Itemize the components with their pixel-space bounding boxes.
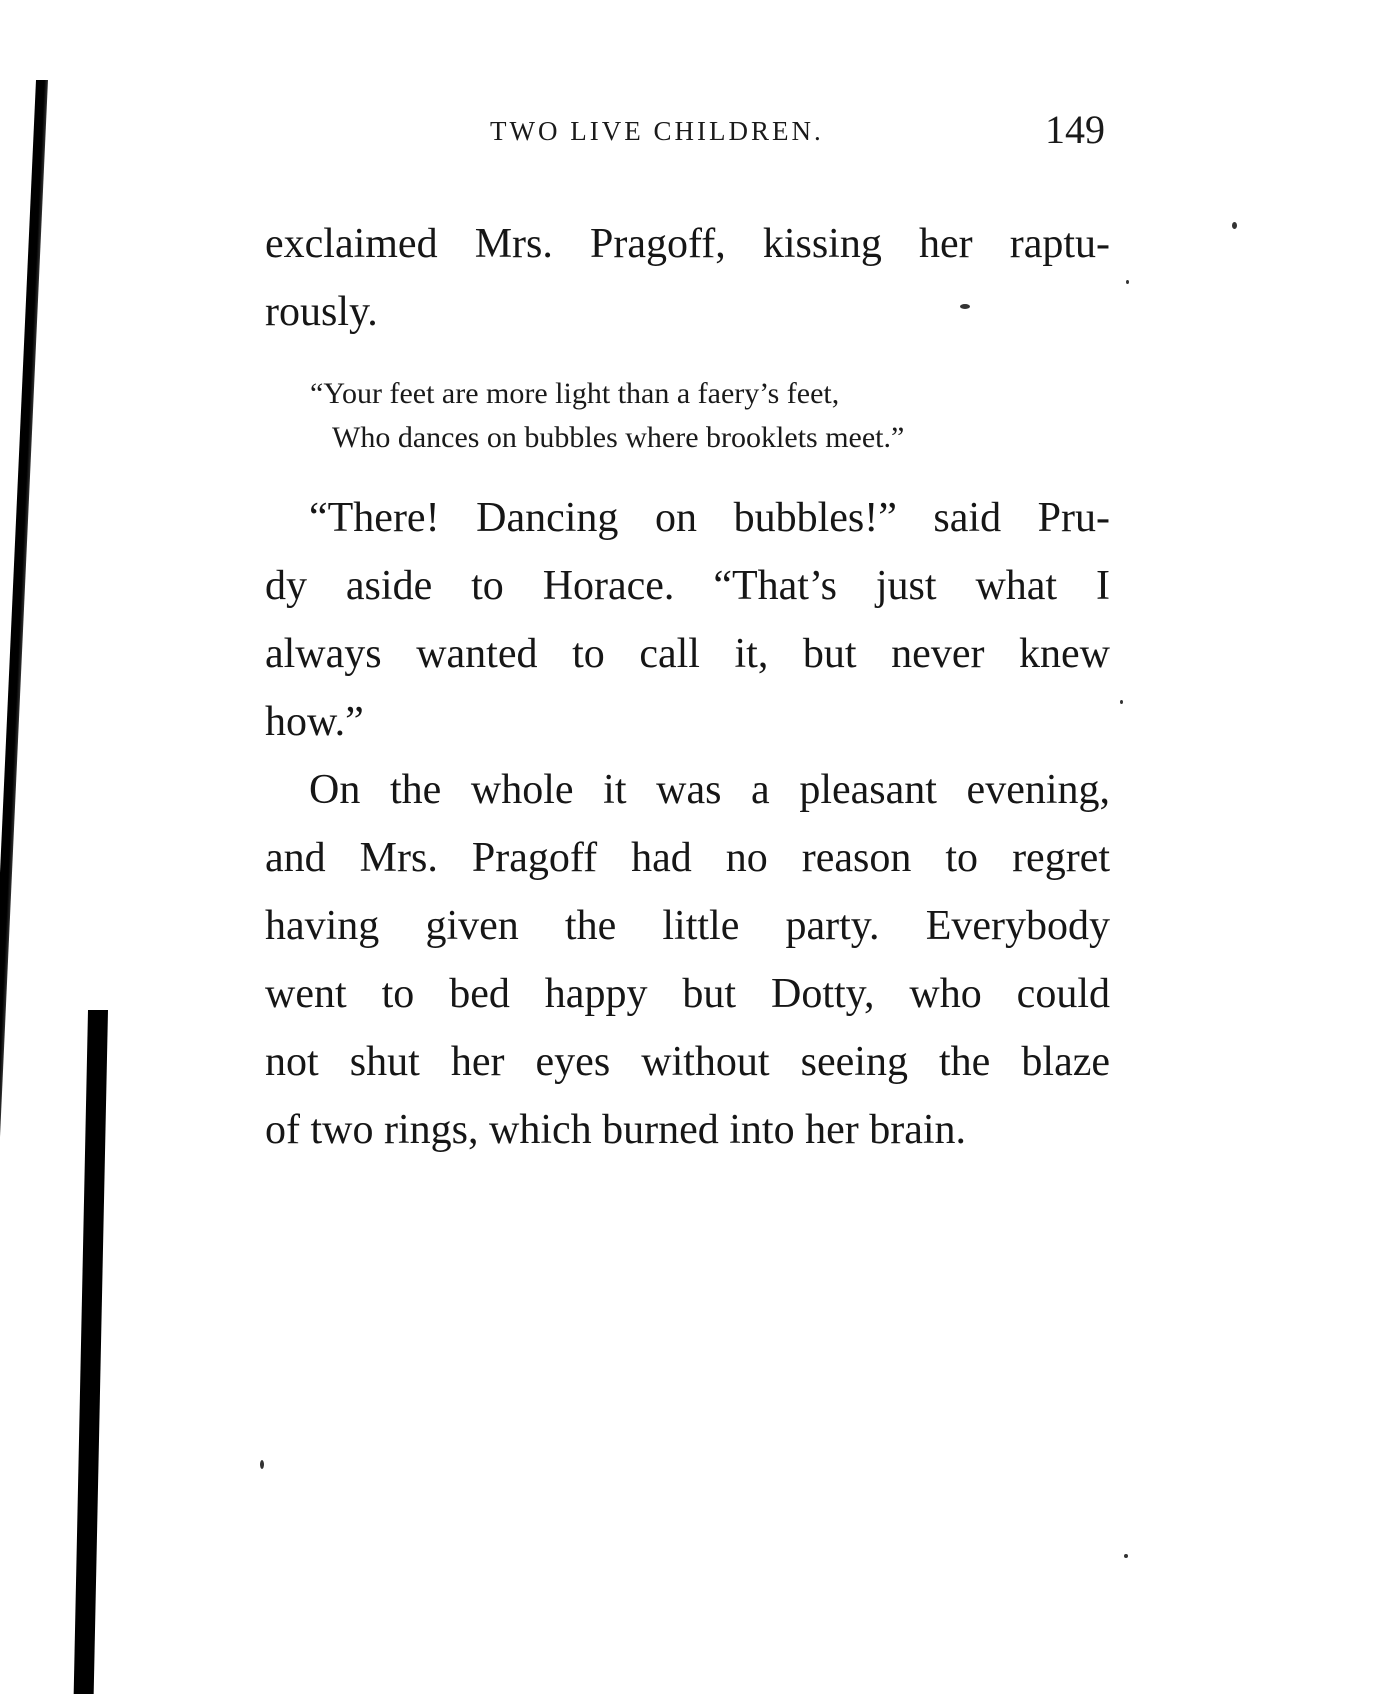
- text-line: of two rings, which burned into her brain.: [265, 1107, 967, 1153]
- text-line: and Mrs. Pragoff had no reason to regret: [265, 835, 1110, 881]
- text-line: how.”: [265, 699, 364, 745]
- text-line: dy aside to Horace. “That’s just what I: [265, 563, 1110, 609]
- text-line: always wanted to call it, but never knew: [265, 631, 1110, 677]
- text-line: rously.: [265, 289, 378, 335]
- text-line: not shut her eyes without seeing the blaze: [265, 1039, 1110, 1085]
- scan-speck: [1232, 222, 1237, 229]
- page-number: 149: [1045, 107, 1105, 152]
- binding-edge-shadow: [0, 80, 48, 1694]
- paragraph-evening: [265, 756, 1110, 1164]
- running-head: TWO LIVE CHILDREN.: [490, 116, 824, 146]
- verse-line: “Your feet are more light than a faery’s feet,: [310, 377, 840, 410]
- paragraph-prudy: [265, 484, 1110, 756]
- verse-line: Who dances on bubbles where brooklets meet.”: [332, 421, 905, 454]
- text-line: having given the little party. Everybody: [265, 903, 1110, 949]
- text-line: On the whole it was a pleasant evening,: [309, 767, 1110, 813]
- text-line: went to bed happy but Dotty, who could: [265, 971, 1110, 1017]
- binding-edge-dark-strip: [74, 1010, 108, 1694]
- text-line: “There! Dancing on bubbles!” said Pru-: [309, 495, 1110, 541]
- text-line: exclaimed Mrs. Pragoff, kissing her raptu-: [265, 221, 1110, 267]
- scan-speck: [1120, 700, 1123, 704]
- paragraph-continuation: [265, 210, 1110, 346]
- scan-speck: [1126, 280, 1129, 284]
- scan-speck: [1124, 1554, 1128, 1558]
- scan-speck: [260, 1460, 264, 1469]
- verse-quotation: [310, 372, 904, 460]
